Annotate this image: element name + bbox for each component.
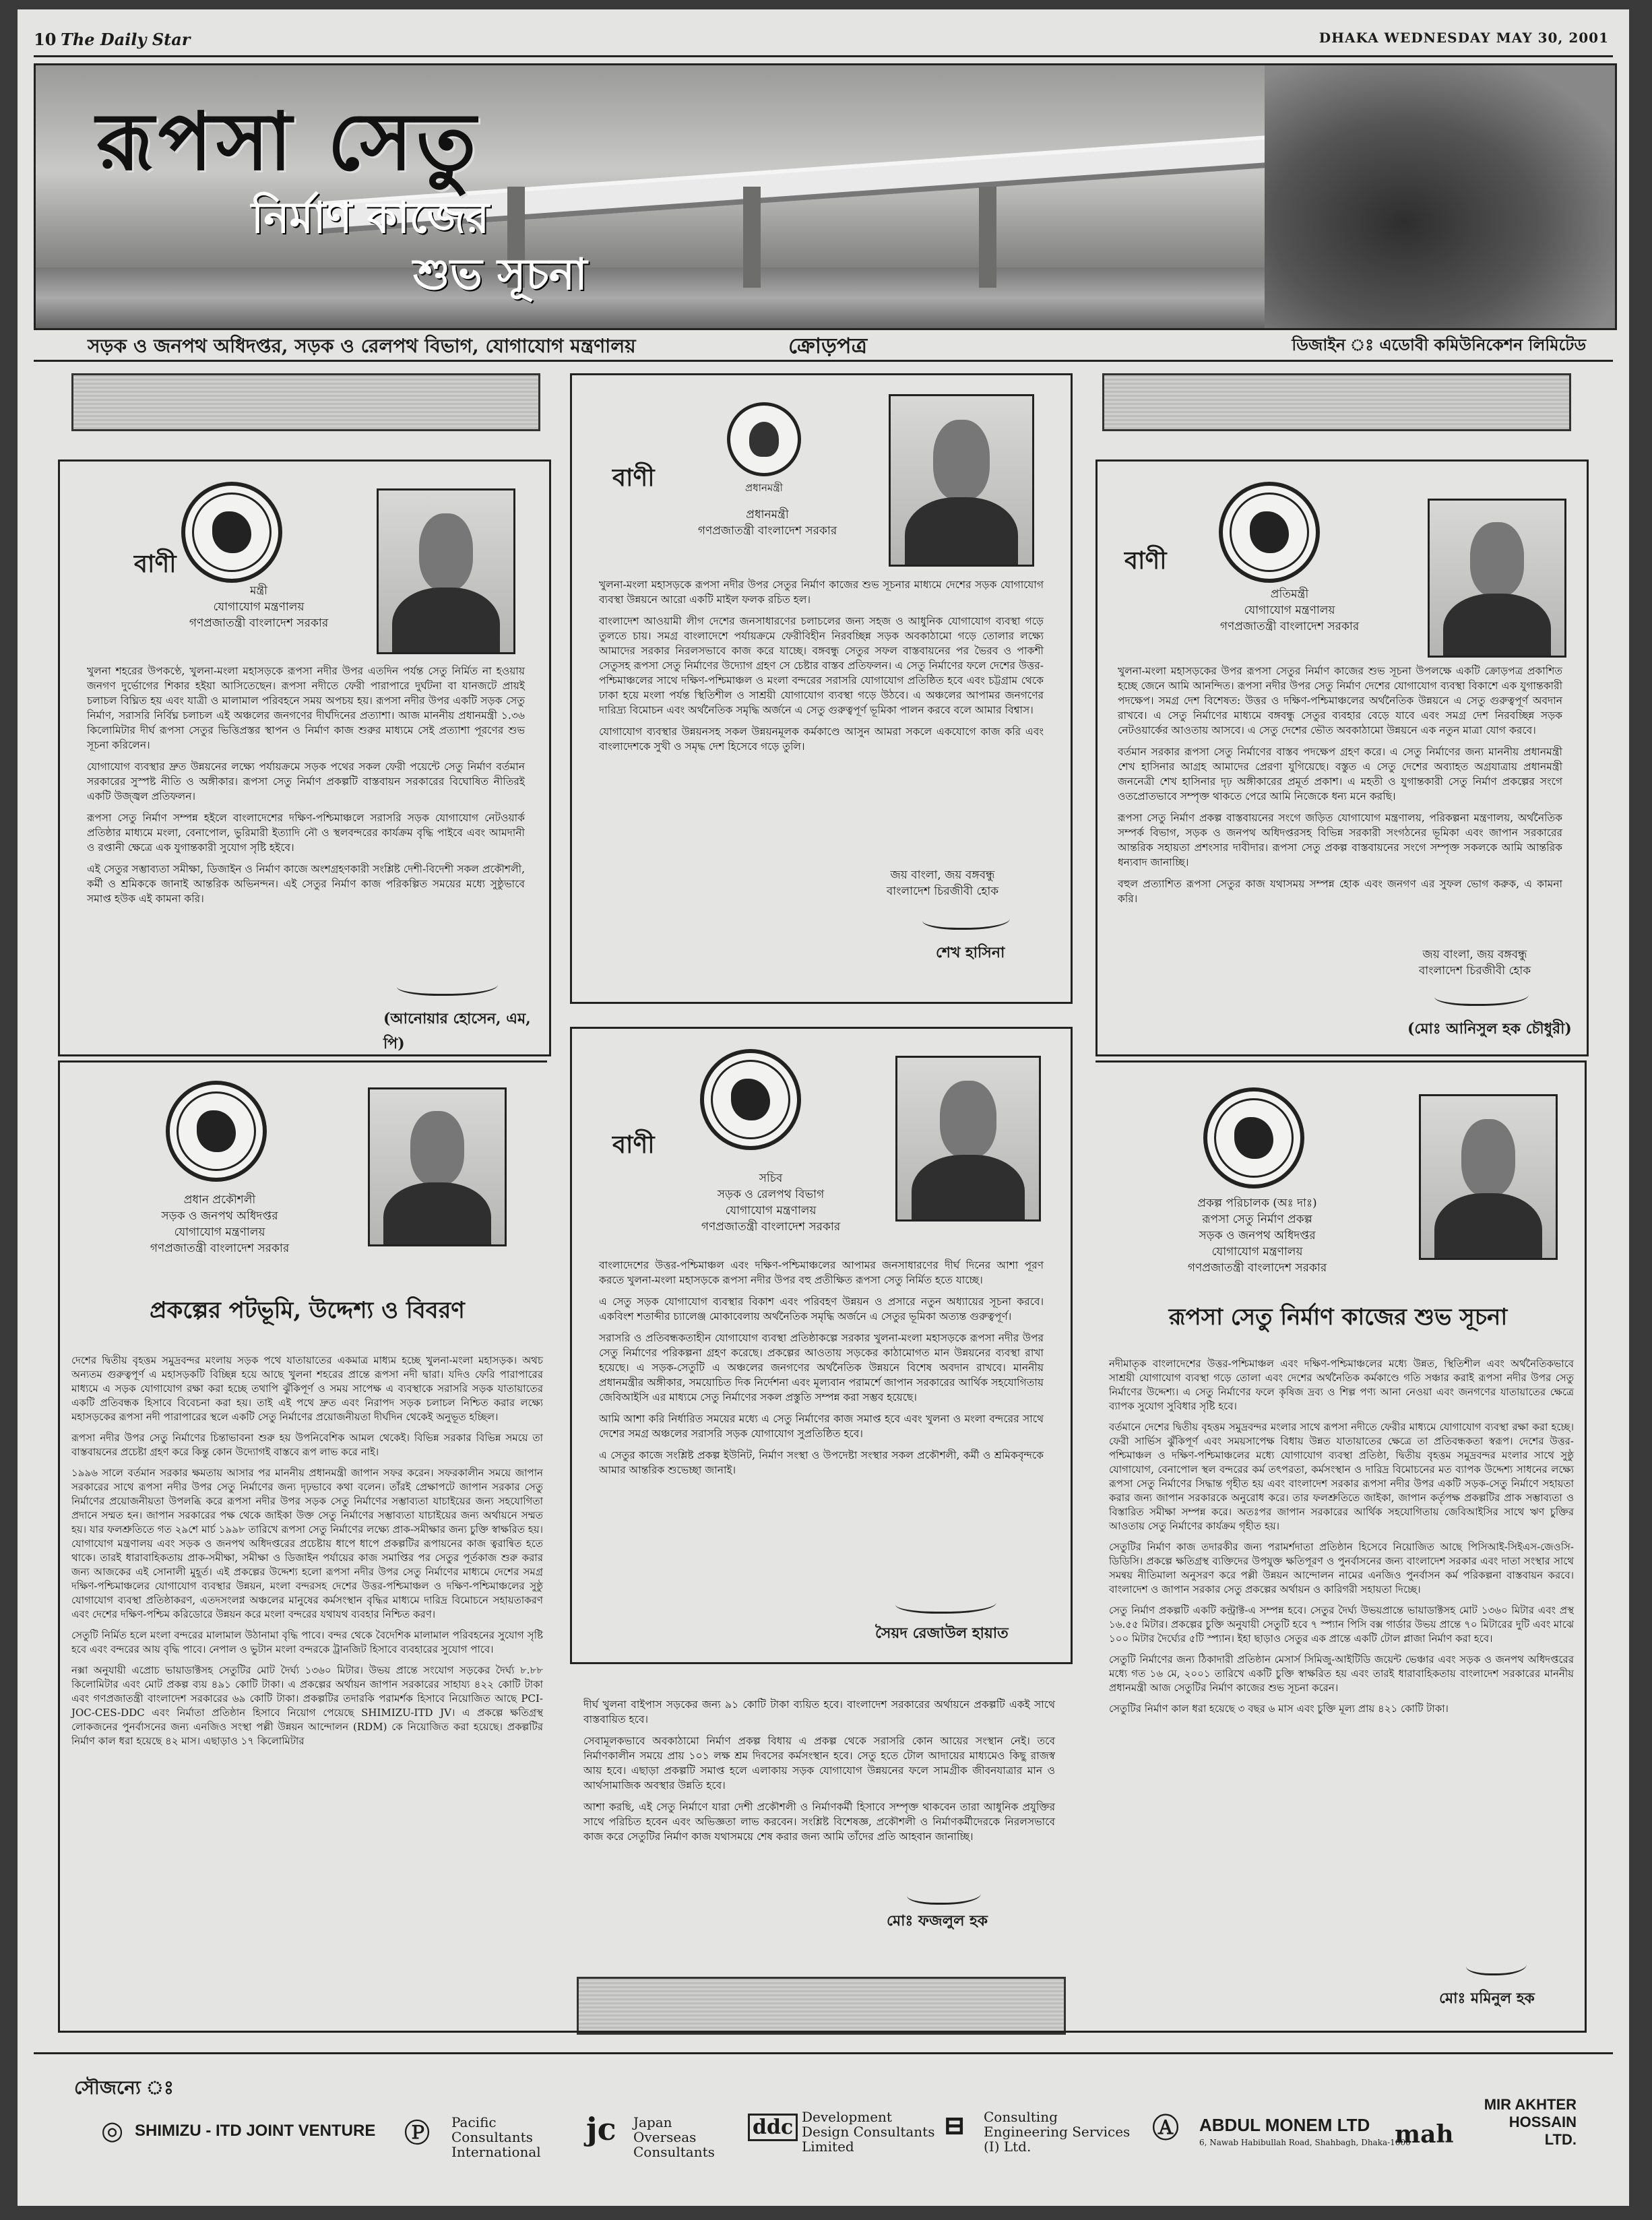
column-rule <box>58 1060 547 1063</box>
chief-engineer-role: প্রধান প্রকৌশলী সড়ক ও জনপথ অধিদপ্তর যোগাযোগ মন্ত্রণালয় গণপ্রজাতন্ত্রী বাংলাদেশ সরকার <box>150 1193 290 1255</box>
pm-seal-caption: প্রধানমন্ত্রী <box>745 482 783 494</box>
state-minister-signature-mark <box>1434 984 1529 1006</box>
bridge-pier <box>979 187 996 288</box>
sponsor-abdul-monem-address: 6, Nawab Habibullah Road, Shahbagh, Dhaka-1000 <box>1199 2138 1411 2147</box>
state-minister-photo <box>1428 499 1566 658</box>
project-director-signature-mark <box>1466 1953 1527 1975</box>
design-credit: ডিজাইন ঃ এডোবী কমিউনিকেশন লিমিটেড <box>1292 335 1586 354</box>
ministry-credit: সড়ক ও জনপথ অধিদপ্তর, সড়ক ও রেলপথ বিভাগ, যোগাযোগ মন্ত্রণালয় <box>88 335 636 357</box>
pm-signature-mark <box>922 908 1010 930</box>
pm-message-box <box>570 373 1073 1004</box>
government-seal-icon <box>166 1081 267 1182</box>
dateline: DHAKA WEDNESDAY MAY 30, 2001 <box>1319 30 1609 46</box>
sponsor-ddc: Development Design Consultants Limited <box>802 2109 935 2155</box>
state-minister-message-box <box>1095 459 1589 1056</box>
sponsor-pacific: Pacific Consultants International <box>451 2114 541 2160</box>
project-director-role: প্রকল্প পরিচালক (অঃ দাঃ) রূপসা সেতু নির্মাণ প্রকল্প সড়ক ও জনপথ অধিদপ্তর যোগাযোগ মন্ত্রণালয় গণপ্রজাতন্ত্রী বাংলাদেশ সরকার <box>1187 1197 1327 1275</box>
chief-engineer-photo <box>368 1087 507 1246</box>
column-rule <box>1585 1060 1587 2031</box>
minister-signature: (আনোয়ার হোসেন, এম, পি) <box>383 1010 531 1052</box>
secretary-heading: বাণী <box>612 1131 655 1159</box>
secretary-role: সচিব সড়ক ও রেলপথ বিভাগ যোগাযোগ মন্ত্রণালয় গণপ্রজাতন্ত্রী বাংলাদেশ সরকার <box>701 1172 841 1234</box>
minister-photo <box>377 488 515 654</box>
government-seal-icon <box>700 1049 801 1150</box>
supplement-label: ক্রোড়পত্র <box>788 333 868 358</box>
shimizu-logo-icon: ◎ <box>101 2115 124 2145</box>
minister-decor-bar <box>71 373 540 431</box>
sponsor-shimizu: SHIMIZU - ITD JOINT VENTURE <box>135 2122 376 2140</box>
pacific-logo-icon: Ⓟ <box>404 2118 431 2148</box>
sponsor-abdul-monem: ABDUL MONEM LTD <box>1199 2115 1370 2135</box>
column-rule <box>1095 1060 1585 1063</box>
project-director-section-title: রূপসা সেতু নির্মাণ কাজের শুভ সূচনা <box>1168 1304 1508 1331</box>
sponsor-ces: Consulting Engineering Services (I) Ltd. <box>984 2109 1131 2155</box>
state-minister-signature: (মোঃ আনিসুল হক চৌধুরী) <box>1407 1020 1572 1038</box>
minister-heading: বাণী <box>134 550 177 578</box>
continuation-signature-mark <box>907 1882 981 1905</box>
courtesy-label: সৌজন্যে ঃ <box>74 2076 174 2099</box>
minister-signature-mark <box>397 974 498 996</box>
pm-photo <box>889 394 1034 567</box>
pm-body: খুলনা-মংলা মহাসড়কে রূপসা নদীর উপর সেতুর নির্মাণ কাজের শুভ সূচনার মাধ্যমে দেশের সড়ক যোগাযোগ ব্যবস্থা উন্নয়নে আরো একটি মাইল ফলক রচিত হল। বাংলাদেশ আওয়ামী লীগ দেশের জনসাধারণের চলাচলের জন্য সহজ ও আধুনিক যোগাযোগ ব্যবস্থা গড়ে তুলতে চায়। সমগ্র বাংলাদেশে পর্যায়ক্রমে ফেরীবিহীন নিরবচ্ছিন্ন সড়ক অবকাঠামো গড়ে তোলার লক্ষ্যে আমাদের সরকার নিরলসভাবে কাজ করে যাচ্ছে। বঙ্গবন্ধু সেতুর সফল বাস্তবায়নের পর ভৈরব ও পাকশী সেতুসহ রূপসা সেতু নির্মাণের উদ্যোগ গ্রহণ সে চেষ্টার বাস্তব প্রতিফলন। এ সেতু নির্মাণের ফলে দেশের উত্তর-পশ্চিমাঞ্চলের সাথে দক্ষিণ-পশ্চিমাঞ্চল ও মংলা বন্দরের সরাসরি যোগাযোগ প্রতিষ্ঠিত হবে এবং চট্টগ্রাম থেকে ঢাকা হয়ে মংলা পর্যন্ত স্থিতিশীল ও সাশ্রয়ী যোগাযোগ ব্যবস্থা গড়ে উঠবে। এ অঞ্চলের আপামর জনগণের দারিদ্র্য বিমোচন এবং অর্থনৈতিক সমৃদ্ধি অর্জনে এ সেতু গুরুত্বপূর্ণ ভূমিকা পালন করবে বলে আমার বিশ্বাস। যোগাযোগ ব্যবস্থার উন্নয়নসহ সকল উন্নয়নমূলক কর্মকাণ্ডে আসুন আমরা সকলে একযোগে কাজ করি এবং বাংলাদেশকে সুখী ও সমৃদ্ধ দেশ হিসেবে গড়ে তুলি। <box>599 579 1044 753</box>
chief-engineer-section-title: প্রকল্পের পটভূমি, উদ্দেশ্য ও বিবরণ <box>150 1297 465 1324</box>
ces-logo-icon: ⊟ <box>943 2110 966 2141</box>
secretary-photo <box>895 1056 1041 1222</box>
sponsor-joc: Japan Overseas Consultants <box>633 2114 715 2160</box>
mah-logo-icon: mah <box>1395 2120 1454 2149</box>
project-director-body: নদীমাতৃক বাংলাদেশের উত্তর-পশ্চিমাঞ্চল এবং দক্ষিণ-পশ্চিমাঞ্চলের মধ্যে উন্নত, স্থিতিশীল এবং অর্থনৈতিকভাবে সাশ্রয়ী যোগাযোগ ব্যবস্থা গড়ে তোলা এবং দেশের অর্থনৈতিক কর্মকাণ্ডে গতি সঞ্চার করাই রূপসা নদীর উপর সেতু নির্মাণের উদ্দেশ্য। এ সেতু নির্মাণের ফলে কৃষিজ দ্রব্য ও শিল্প পণ্য আনা নেওয়া এবং জনগণের যাতায়াতের ক্ষেত্রে ব্যাপক সুযোগ সুবিধার সৃষ্টি হবে। বর্তমানে দেশের দ্বিতীয় বৃহত্তম সমুদ্রবন্দর মংলার সাথে রূপসা নদীতে ফেরীর মাধ্যমে যোগাযোগ ব্যবস্থা রক্ষা করা হচ্ছে। ফেরী সার্ভিস ঝুঁকিপূর্ণ এবং সময়সাপেক্ষ বিধায় উন্নত যাতায়াতের ক্ষেত্রে তা প্রতিবন্ধকতা স্বরূপ। দেশের উত্তর-পশ্চিমাঞ্চল ও দক্ষিণ-পশ্চিমাঞ্চলের মধ্যে যোগাযোগ ব্যবস্থা প্রতিষ্ঠা, দ্বিতীয় বৃহত্তম সমুদ্রবন্দর মংলার সাথে সুষ্ঠু যোগাযোগ, বেনাপোল স্থল বন্দরের কর্ম তৎপরতা, কর্মসংস্থান ও দারিদ্র বিমোচনের মত ব্যাপক উদ্দেশ্য সাধনের লক্ষ্যে রূপসা সেতু নির্মাণের সিদ্ধান্ত গৃহীত হয় এবং বাংলাদেশ সরকার রূপসা নদীর উপর একটি সড়ক-সেতু নির্মাণে সহায়তা করার জন্য জাপান সরকারকে অনুরোধ করে। তার ফলশ্রুতিতে জাইকা, জাপান কর্তৃপক্ষ প্রকল্পটির প্রাক সম্ভাব্যতা ও বিস্তারিত সমীক্ষা সম্পন্ন করে। অতঃপর জাপান সরকারের আর্থিক সহযোগিতায় জেবিআইসির সাথে ঋণ চুক্তির আওতায় সেতু নির্মাণের কার্যক্রম গৃহীত হয়। সেতুটির নির্মাণ কাজ তদারকীর জন্য পরামর্শদাতা প্রতিষ্ঠান হিসেবে নিয়োজিত আছে পিসিআই-সিইএস-জেওসি-ডিডিসি। প্রকল্পে ক্ষতিগ্রস্থ ব্যক্তিদের উপযুক্ত ক্ষতিপূরণ ও পুনর্বাসনের জন্য বাংলাদেশ সরকার এবং দাতা সংস্থার সাথে সমন্বয় নীতিমালা অনুসরণ করে পল্লী উন্নয়ন আন্দোলন নামের এনজিও পুনর্বাসন কর্ম পরিকল্পনা বাস্তবায়ন করবে। বাংলাদেশ ও জাপান সরকার সেতু প্রকল্পের অর্থায়ন ও কারিগরী সহায়তা দিচ্ছে। সেতু নির্মাণ প্রকল্পটি একটি কন্ট্রাক্ট-এ সম্পন্ন হবে। সেতুর দৈর্ঘ্য উভয়প্রান্তে ভায়াডাক্টসহ মোট ১৩৬০ মিটার এবং প্রস্থ ১৬.৫৫ মিটার। প্রকল্পের চুক্তি অনুযায়ী সেতুটি হবে ৭ স্প্যান পিসি বক্স গার্ডার উভয় প্রান্তে ৭০ মিটারের দুটি এবং মাঝে ১০০ মিটার দৈর্ঘ্যের ৫টি স্প্যান। ইহা ছাড়াও সেতুর এক প্রান্তে একটি টোল প্লাজা নির্মাণ করা হবে। সেতুটি নির্মাণের জন্য ঠিকাদারী প্রতিষ্ঠান মেসার্স সিমিজু-আইটিডি জয়েন্ট ভেঞ্চার এবং সড়ক ও জনপথ অধিদপ্তরের মধ্যে গত ১৬ মে, ২০০১ তারিখে একটি চুক্তি স্বাক্ষরিত হয় এবং তারই ধারাবাহিকতায় বাংলাদেশ সরকারের মাননীয় প্রধানমন্ত্রী আজ সেতুটির নির্মাণ কাজের শুভ সূচনা করেন। সেতুটির নির্মাণ কাল ধরা হয়েছে ৩ বছর ৬ মাস এবং চুক্তি মূল্য প্রায় ৪২১ কোটি টাকা। <box>1109 1358 1574 1715</box>
sponsor-footer <box>34 2052 1613 2196</box>
minister-message-box <box>58 459 551 1056</box>
pm-heading: বাণী <box>612 464 655 492</box>
newspaper-page <box>18 9 1629 2206</box>
secretary-signature: সৈয়দ রেজাউল হায়াত <box>875 1624 1009 1642</box>
banner-subtitle-1: নির্মাণ কাজের <box>251 193 490 243</box>
aml-logo-icon: Ⓐ <box>1152 2112 1179 2144</box>
minister-body: খুলনা শহরের উপকণ্ঠে, খুলনা-মংলা মহাসড়কে রূপসা নদীর উপর এতদিন পর্যন্ত সেতু নির্মিত না হওয়ায় জনগণ দুর্ভোগের শিকার হইয়া আসিতেছেন। রূপসা নদীতে ফেরী পারাপারে দুর্ঘটনা বা যানজটে প্রায়ই চলাচল বিঘ্নিত হয় এবং যাত্রী ও মালামাল পরিবহনে সময় অপচয় হয়। রূপসা নদীর উপর একটি সড়ক সেতু নির্মাণ, সরাসরি নির্বিঘ্ন চলাচল এই অঞ্চলের জনগণের দীর্ঘদিনের প্রত্যাশা। আজ মাননীয় প্রধানমন্ত্রী ১.৩৬ কিলোমিটার দীর্ঘ রূপসা সেতুর ভিত্তিপ্রস্তর স্থাপন ও নির্মাণ কাজ শুরুর মাধ্যমে সেই প্রত্যাশা পূরণের শুভ সূচনা করিলেন। যোগাযোগ ব্যবস্থার দ্রুত উন্নয়নের লক্ষ্যে পর্যায়ক্রমে সড়ক পথের সকল ফেরী পয়েন্টে সেতু নির্মাণ বর্তমান সরকারের সুস্পষ্ট নীতি ও অঙ্গীকার। রূপসা সেতু নির্মাণ প্রকল্পটি বাস্তবায়ন সরকারের বিঘোষিত নীতিরই একটি উজ্জ্বল প্রতিফলন। রূপসা সেতু নির্মাণ সম্পন্ন হইলে বাংলাদেশের দক্ষিণ-পশ্চিমাঞ্চলে সরাসরি সড়ক যোগাযোগ নেটওয়ার্ক প্রতিষ্ঠার মাধ্যমে মংলা, বেনাপোল, ভুরিমারী ইত্যাদি নৌ ও স্থলবন্দরের কার্যক্রম বৃদ্ধি পাইবে এবং আমদানী ও রপ্তানী ক্ষেত্রে এক যুগান্তকারী সুযোগ সৃষ্টি হইবে। এই সেতুর সম্ভাব্যতা সমীক্ষা, ডিজাইন ও নির্মাণ কাজে অংশগ্রহণকারী সংশ্লিষ্ট দেশী-বিদেশী সকল প্রকৌশলী, কর্মী ও শ্রমিককে জানাই আন্তরিক অভিনন্দন। এই সেতুর নির্মাণ কাজ পরিকল্পিত সময়ের মধ্যে সুষ্ঠুভাবে সমাপ্ত হউক এই কামনা করি। <box>87 665 525 905</box>
state-minister-decor-bar <box>1102 373 1571 431</box>
government-seal-icon <box>1219 482 1320 583</box>
state-minister-body: খুলনা-মংলা মহাসড়কের উপর রূপসা সেতুর নির্মাণ কাজের শুভ সূচনা উপলক্ষে একটি ক্রোড়পত্র প্রকাশিত হচ্ছে জেনে আমি আনন্দিত। রূপসা নদীর উপর সেতু নির্মাণ দেশের যোগাযোগ ব্যবস্থা বিকাশে এক যুগান্তকারী পদক্ষেপ। সমগ্র দেশ বিশেষত: উত্তর ও দক্ষিণ-পশ্চিমাঞ্চলের অর্থনৈতিক উন্নয়নে এ সেতু গুরুত্বপূর্ণ অবদান রাখবে। এ সেতু নির্মাণের মাধ্যমে বঙ্গবন্ধু সেতুর ব্যবহার বেড়ে যাবে এবং সমগ্র দেশ নিরবচ্ছিন্ন সড়ক নেটওয়ার্কের আওতায় আসবে। এ সেতু দেশের ভৌত অবকাঠামো উন্নয়নে এক নতুন মাত্রা যোগ করবে। বর্তমান সরকার রূপসা সেতু নির্মাণের বাস্তব পদক্ষেপ গ্রহণ করে। এ সেতু নির্মাণের জন্য মাননীয় প্রধানমন্ত্রী শেখ হাসিনার আগ্রহ আমাদের প্রেরণা যুগিয়েছে। বস্তুত এ সেতু দেশের অব্যাহত অগ্রযাত্রায় প্রধানমন্ত্রী জননেত্রী শেখ হাসিনার দৃঢ় অঙ্গীকারের প্রমূর্ত প্রকাশ। এ মহতী ও যুগান্তকারী সেতু নির্মাণ প্রকল্পের সংগে ওতপ্রোতভাবে সম্পৃক্ত থাকতে পেরে আমি নিজেকে ধন্য মনে করছি। রূপসা সেতু নির্মাণ প্রকল্প বাস্তবায়নের সংগে জড়িত যোগাযোগ মন্ত্রণালয়, পরিকল্পনা মন্ত্রণালয়, অর্থনৈতিক সম্পর্ক বিভাগ, সড়ক ও জনপথ অধিদপ্তরসহ বিভিন্ন সরকারী সংগঠনের ভূমিকা এবং জাপান সরকারের আন্তরিক সহায়তা প্রশংসার দাবীদার। রূপসা সেতু প্রকল্প বাস্তবায়নের সংগে সম্পৃক্ত সকলকে আমি আন্তরিক ধন্যবাদ জানাচ্ছি। বহুল প্রত্যাশিত রূপসা সেতুর কাজ যথাসময় সম্পন্ন হোক এবং জনগণ এর সুফল ভোগ করুক, এ কামনা করি। <box>1118 665 1562 905</box>
bridge-pier <box>743 187 761 288</box>
head-rule <box>34 55 1613 57</box>
pm-role: প্রধানমন্ত্রী গণপ্রজাতন্ত্রী বাংলাদেশ সরকার <box>697 508 837 538</box>
page-number: 10 <box>34 30 57 49</box>
sponsor-mir-akhter: MIR AKHTER HOSSAIN LTD. <box>1484 2096 1577 2148</box>
minister-role: মন্ত্রী যোগাযোগ মন্ত্রণালয় গণপ্রজাতন্ত্রী বাংলাদেশ সরকার <box>189 584 329 630</box>
bottom-rule <box>58 2031 1587 2033</box>
ddc-logo-icon: ddc <box>748 2114 798 2141</box>
pm-signature: শেখ হাসিনা <box>936 944 1005 961</box>
banner-title: রূপসা সেতু <box>96 94 480 188</box>
credit-strip <box>34 326 1613 362</box>
banner-foliage <box>1265 65 1615 328</box>
banner <box>34 63 1617 330</box>
state-minister-heading: বাণী <box>1124 546 1167 575</box>
project-director-photo <box>1419 1094 1558 1260</box>
government-seal-icon <box>181 482 282 583</box>
pm-seal-icon <box>727 402 801 476</box>
chief-engineer-body: দেশের দ্বিতীয় বৃহত্তম সমুদ্রবন্দর মংলায় সড়ক পথে যাতায়াতের একমাত্র মাধ্যম হচ্ছে খুলনা-মংলা মহাসড়ক। অথচ অন্যতম গুরুত্বপূর্ণ এ মহাসড়কটি বিচ্ছিন্ন হয়ে আছে খুলনা শহরের প্রান্তে রূপসা নদী দ্বারা। যদিও ফেরি পারাপারের মাধ্যমে এ সড়ক যোগাযোগ রক্ষা করা হচ্ছে তথাপি ঝুঁকিপূর্ণ ও সময় সাপেক্ষ এ ব্যবস্থাকে সরাসরি সড়ক যাতায়াতের একটি প্রতিবন্ধক হিসাবে বিবেচনা করা হয়। তাই এই পথে দ্রুত এবং নিরাপদ সড়ক চলাচল নিশ্চিত করার লক্ষ্যে মহাসড়কের রূপসা নদী পারাপারের স্থলে একটি সেতু নির্মাণের প্রয়োজনীয়তা দীর্ঘদিন থেকেই অনুভূত হচ্ছিল। রূপসা নদীর উপর সেতু নির্মাণের চিন্তাভাবনা শুরু হয় উপনিবেশিক আমল থেকেই। বিভিন্ন সরকার বিভিন্ন সময়ে তা বাস্তবায়নের প্রচেষ্টা গ্রহণ করে কিন্তু কোন উদ্যোগই বাস্তবে রূপ লাভ করে নাই। ১৯৯৬ সালে বর্তমান সরকার ক্ষমতায় আসার পর মাননীয় প্রধানমন্ত্রী জাপান সফর করেন। সফরকালীন সময়ে জাপান সরকারের সাথে রূপসা নদীর উপর সেতু নির্মাণের জন্য দৃঢ়ভাবে কথা বলেন। তাঁরই প্রেক্ষাপটে জাপান সরকার সেতু নির্মাণের প্রয়োজনীয়তা উপলব্ধি করে রূপসা নদীর উপর সড়ক সেতু নির্মাণের সম্ভাব্যতা যাচাইয়ের জন্য সহযোগিতা প্রদানে সম্মত হন। জাপান সরকারের পক্ষ থেকে জাইকা উক্ত সেতু নির্মাণের সম্ভাব্যতা যাচাইয়ের জন্য অর্থায়নে সম্মত হয়। যার ফলশ্রুতিতে গত ২৯শে মার্চ ১৯৯৮ তারিখে রূপসা সেতু নির্মাণের লক্ষ্যে প্রাক-সমীক্ষার জন্য চুক্তি স্বাক্ষরিত হয়। যোগাযোগ মন্ত্রণালয় এবং সড়ক ও জনপথ অধিদপ্তরের প্রচেষ্টায় ধাপে ধাপে প্রকল্পটির রূপায়নের কাজ ত্বরান্বিত হতে থাকে। তারই ধারাবাহিকতায় প্রাক-সমীক্ষা, সমীক্ষা ও ডিজাইন পর্যায়ের কাজ সমাপ্তির পর সেতুর পূর্তকাজ শুরু করার জন্য আজকের এই সোনালী মুহূর্ত। এই প্রকল্পের উদ্দেশ্য হলো রূপসা নদীর উপর সেতু নির্মাণের মাধ্যমে দেশের সমগ্র দক্ষিণ-পশ্চিমাঞ্চলের যোগাযোগ ব্যবস্থার উন্নয়ন, মংলা বন্দরসহ দেশের উত্তর-পশ্চিমাঞ্চল ও দক্ষিণ-পশ্চিমাঞ্চলের সুষ্ঠু যোগাযোগ ব্যবস্থা প্রতিষ্ঠাকরণ, এতদসংলগ্ন অঞ্চলের মানুষের কর্মসংস্থান বৃদ্ধির মাধ্যমে দারিদ্র বিমোচনে সহায়তাকরণ এবং দেশের দক্ষিণ-পশ্চিম করিডোরে উন্নয়ন করে মংলা বন্দরের যথাযথ ব্যবহার নিশ্চিত করণ। সেতুটি নির্মিত হলে মংলা বন্দরের মালামাল উঠানামা বৃদ্ধি পাবে। বন্দর থেকে বৈদেশিক মালামাল পরিবহনের সুযোগ সৃষ্টি হবে এবং বন্দরের আয় বৃদ্ধি পাবে। নেপাল ও ভুটান মংলা বন্দরকে ট্রানজিট হিসাবে ব্যবহারের সুযোগ পাবে। নক্সা অনুযায়ী এপ্রোচ ভায়াডাক্টসহ সেতুটির মোট দৈর্ঘ্য ১৩৬০ মিটার। উভয় প্রান্তে সংযোগ সড়কের দৈর্ঘ্য ৮.৮৮ কিলোমিটার এবং মোট প্রকল্প ব্যয় ৪৯১ কোটি টাকা। এ প্রকল্পের অর্থায়ন জাপান সরকারের সাহায্য ৪২২ কোটি টাকা এবং গণপ্রজাতন্ত্রী বাংলাদেশ সরকারের ৬৯ কোটি টাকা। প্রকল্পটির তদারকি পরামর্শক হিসাবে নিয়োজিত আছে PCI-JOC-CES-DDC এবং নির্মাতা প্রতিষ্ঠান হিসাবে নিয়োগ পেয়েছে SHIMIZU-ITD JV। এ প্রকল্পে ক্ষতিগ্রস্থ লোকজনের পুনর্বাসনের জন্য এনজিও সংস্থা পল্লী উন্নয়ন আন্দোলন (RDM) কে নিয়োজিত করা হয়েছে। প্রকল্পটির নির্মাণ কাল ধরা হয়েছে ৪২ মাস। এছাড়াও ১৭ কিলোমিটার <box>71 1354 543 1747</box>
secretary-message-box <box>570 1027 1073 1664</box>
banner-subtitle-2: শুভ সূচনা <box>413 249 587 300</box>
center-decor-bar <box>577 1977 1066 2035</box>
continuation-signature: মোঃ ফজলুল হক <box>887 1912 988 1930</box>
project-director-signature: মোঃ মমিনুল হক <box>1439 1990 1535 2007</box>
state-minister-closing: জয় বাংলা, জয় বঙ্গবন্ধু বাংলাদেশ চিরজীবী হোক <box>1418 948 1531 978</box>
secretary-signature-mark <box>895 1591 996 1614</box>
continuation-body: দীর্ঘ খুলনা বাইপাস সড়কের জন্য ৯১ কোটি টাকা ব্যয়িত হবে। বাংলাদেশ সরকারের অর্থায়নে প্রকল্পটি একই সাথে বাস্তবায়িত হবে। সেবামূলকভাবে অবকাঠামো নির্মাণ প্রকল্প বিধায় এ প্রকল্প থেকে সরাসরি কোন আয়ের সংস্থান নেই। তবে নির্মাণকালীন সময়ে প্রায় ১০১ লক্ষ শ্রম দিবসের কর্মসংস্থান হবে। সেতু হতে টোল আদায়ের মাধ্যমেও কিছু রাজস্ব আয় হবে। এছাড়া প্রকল্পটি সমাপ্ত হলে এলাকায় সড়ক যোগাযোগ উন্নয়নের ফলে সামগ্রীক জীবনযাত্রার মান ও আর্থসামাজিক অবস্থার উন্নতি হবে। আশা করছি, এই সেতু নির্মাণে যারা দেশী প্রকৌশলী ও নির্মাণকর্মী হিসাবে সম্পৃক্ত থাকবেন তারা আধুনিক প্রযুক্তির সাথে পরিচিত হবেন এবং অভিজ্ঞতা লাভ করবেন। সংশ্লিষ্ট বিশেষজ্ঞ, প্রকৌশলী ও নির্মাণকর্মীদেরকে নিরলসভাবে কাজ করে সেতুটির নির্মাণ কাজ যথাসময়ে শেষ করার জন্য আমি তাঁদের প্রতি আহবান জানাচ্ছি। <box>583 1699 1055 1843</box>
joc-logo-icon: jc <box>586 2111 616 2147</box>
column-rule <box>58 1060 60 2031</box>
secretary-body: বাংলাদেশের উত্তর-পশ্চিমাঞ্চল এবং দক্ষিণ-পশ্চিমাঞ্চলের আপামর জনসাধারণের দীর্ঘ দিনের আশা পূরণ করতে খুলনা-মংলা মহাসড়কে রূপসা নদীর উপর বহু প্রতীক্ষিত রূপসা সেতু নির্মিত হতে যাচ্ছে। এ সেতু সড়ক যোগাযোগ ব্যবস্থার বিকাশ এবং পরিবহণ উন্নয়ন ও প্রসারে নতুন অধ্যায়ের সূচনা করবে। একবিংশ শতাব্দীর চ্যালেঞ্জ মোকাবেলায় অর্থনৈতিক সমৃদ্ধি অর্জনে এ সেতুর ভূমিকা অত্যন্ত গুরুত্বপূর্ণ। সরাসরি ও প্রতিবন্ধকতাহীন যোগাযোগ ব্যবস্থা প্রতিষ্ঠাকল্পে সরকার খুলনা-মংলা মহাসড়কে রূপসা নদীর উপর সেতু নির্মাণের পরিকল্পনা গ্রহণ করেছে। প্রকল্পের আওতায় সড়কের কাঠামোগত মান উন্নয়নের ব্যবস্থা রাখা হয়েছে। এ সড়ক-সেতুটি এ অঞ্চলের জনগণের অর্থনৈতিক উন্নয়নে বিশেষ অবদান রাখবে। মাননীয় প্রধানমন্ত্রীর অঙ্গীকার, সময়োচিত দিক নির্দেশনা এবং মূল্যবান পরামর্শে জাপান সরকারের আর্থিক সহযোগিতায় জেবিআইসি এর মাধ্যমে সেতু নির্মাণের সকল প্রস্তুতি সম্পন্ন করা সম্ভব হয়েছে। আমি আশা করি নির্ধারিত সময়ের মধ্যে এ সেতু নির্মাণের কাজ সমাপ্ত হবে এবং খুলনা ও মংলা বন্দরের সাথে দেশের সমগ্র অঞ্চলের সরাসরি সড়ক যোগাযোগ সুপ্রতিষ্ঠিত হবে। এ সেতুর কাজে সংশ্লিষ্ট প্রকল্প ইউনিট, নির্মাণ সংস্থা ও উপদেষ্টা সংস্থার সকল প্রকৌশলী, কর্মী ও শ্রমিকবৃন্দকে আমার আন্তরিক শুভেচ্ছা জানাই। <box>599 1259 1044 1476</box>
masthead: The Daily Star <box>61 30 191 49</box>
state-minister-role: প্রতিমন্ত্রী যোগাযোগ মন্ত্রণালয় গণপ্রজাতন্ত্রী বাংলাদেশ সরকার <box>1219 588 1360 633</box>
pm-closing: জয় বাংলা, জয় বঙ্গবন্ধু বাংলাদেশ চিরজীবী হোক <box>886 868 999 898</box>
government-seal-icon <box>1203 1087 1304 1188</box>
